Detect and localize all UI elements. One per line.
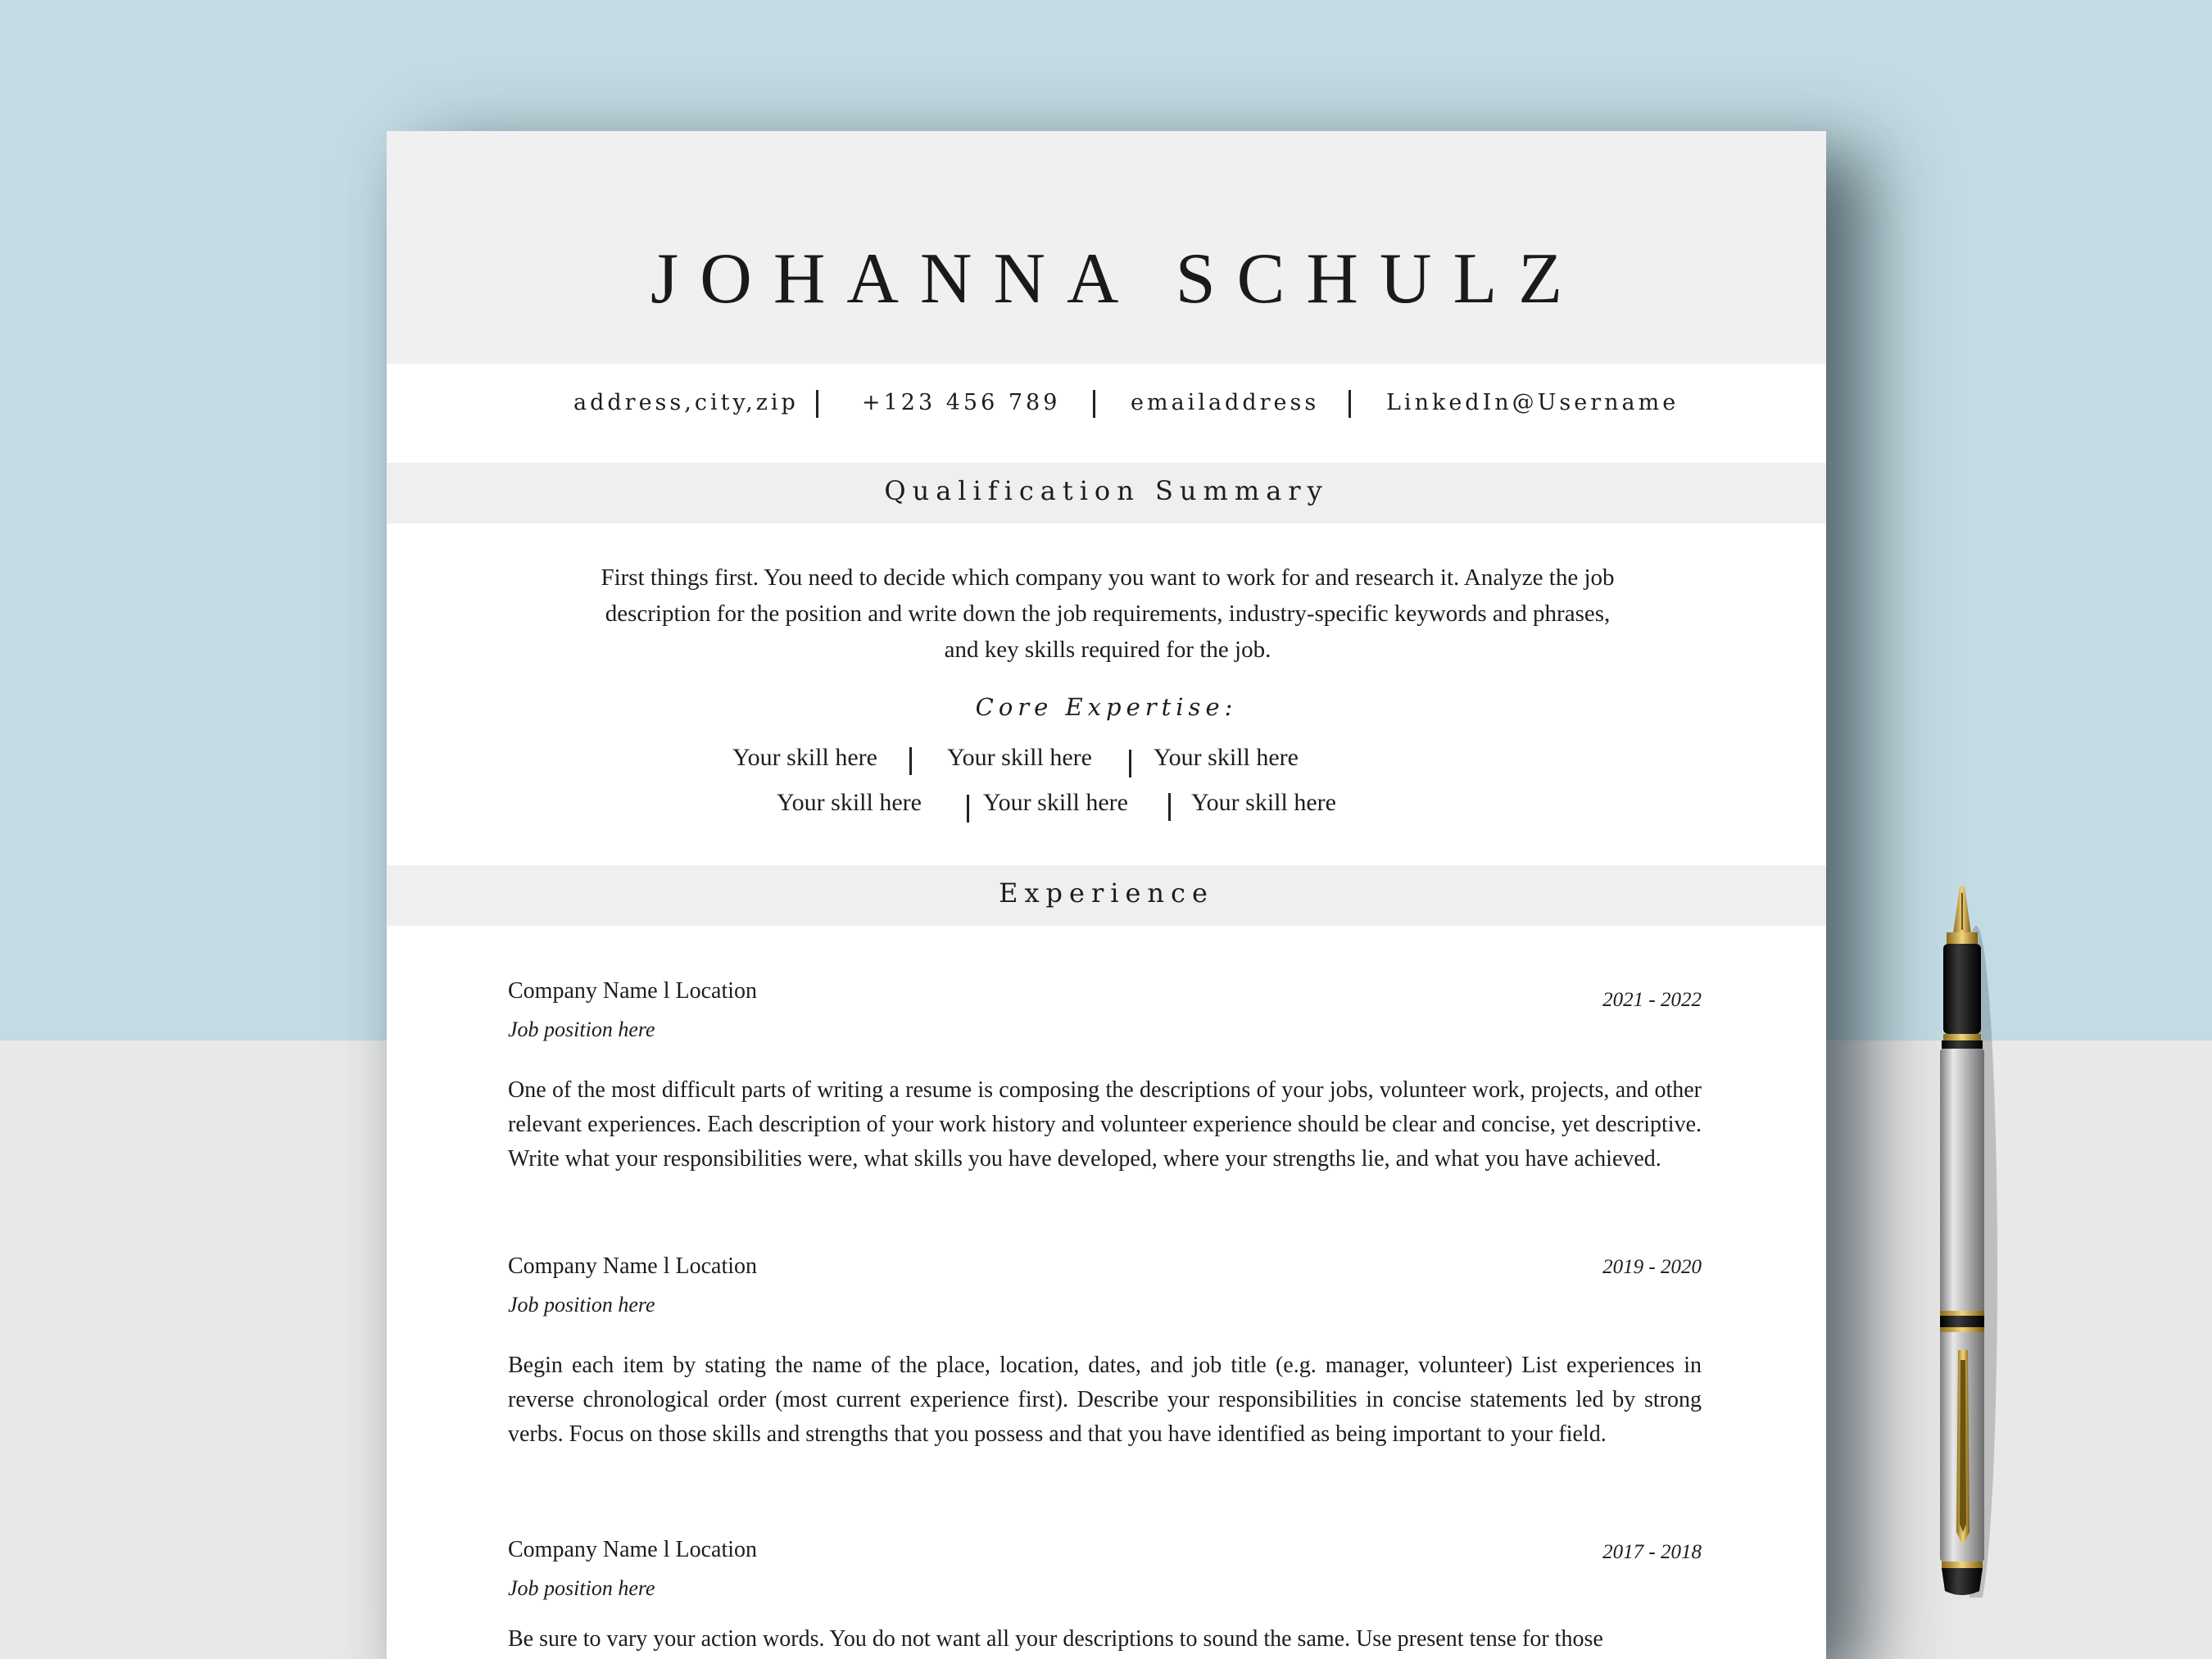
contact-address: address,city,zip — [573, 390, 799, 415]
experience-position: Job position here — [508, 1018, 655, 1041]
contact-phone: +123 456 789 — [862, 390, 1061, 415]
skill-item: Your skill here — [1154, 744, 1299, 771]
experience-description: Be sure to vary your action words. You do not want all your descriptions to sound the same. Use present tense for those — [508, 1626, 1603, 1652]
experience-company: Company Name l Location — [508, 978, 758, 1004]
skill-item: Your skill here — [777, 789, 922, 816]
skill-item: Your skill here — [1191, 789, 1336, 816]
contact-separator — [1349, 390, 1351, 418]
experience-heading: Experience — [999, 877, 1214, 909]
experience-dates: 2017 - 2018 — [1602, 1541, 1702, 1563]
experience-company: Company Name l Location — [508, 1253, 758, 1279]
experience-position: Job position here — [508, 1293, 655, 1317]
experience-description: One of the most difficult parts of writing a resume is composing the descriptions of your jobs, volunteer work, projects, and other relevant experiences. Each description of your work history and volunteer experience should be clear and concise, yet descriptive. Write what your responsibilities were, what skills you have developed, where your strengths lie, and what you have achieved. — [508, 1077, 1702, 1172]
resume-page — [387, 131, 1826, 1659]
summary-heading: Qualification Summary — [884, 475, 1329, 506]
experience-dates: 2019 - 2020 — [1602, 1256, 1702, 1278]
resume-name: JOHANNA SCHULZ — [650, 239, 1584, 319]
core-expertise-heading: Core Expertise: — [975, 693, 1238, 721]
contact-linkedin: LinkedIn@Username — [1386, 390, 1679, 415]
skill-item: Your skill here — [732, 744, 877, 771]
skill-separator — [967, 795, 969, 823]
fountain-pen-icon — [1917, 885, 2007, 1598]
experience-position: Job position here — [508, 1576, 655, 1600]
skill-separator — [909, 747, 912, 775]
summary-line: First things first. You need to decide which company you want to work for and research it. Analyze the job — [601, 564, 1615, 591]
summary-line: description for the position and write down the job requirements, industry-specific keywords and phrases, — [605, 601, 1611, 627]
experience-description: Begin each item by stating the name of the place, location, dates, and job title (e.g. manager, volunteer) List experiences in reverse chronological order (most current experience first). Describe your responsibilities in concise statements led by strong verbs. Focus on those skills and strengths that you possess and that you have identified as being important to your field. — [508, 1353, 1702, 1447]
contact-separator — [816, 390, 818, 418]
summary-line: and key skills required for the job. — [944, 637, 1271, 663]
skill-separator — [1168, 793, 1171, 821]
experience-company: Company Name l Location — [508, 1537, 758, 1562]
skill-item: Your skill here — [983, 789, 1128, 816]
contact-separator — [1093, 390, 1095, 418]
experience-dates: 2021 - 2022 — [1602, 989, 1702, 1011]
skill-separator — [1129, 750, 1131, 777]
skill-item: Your skill here — [947, 744, 1092, 771]
contact-email: emailaddress — [1131, 390, 1320, 415]
